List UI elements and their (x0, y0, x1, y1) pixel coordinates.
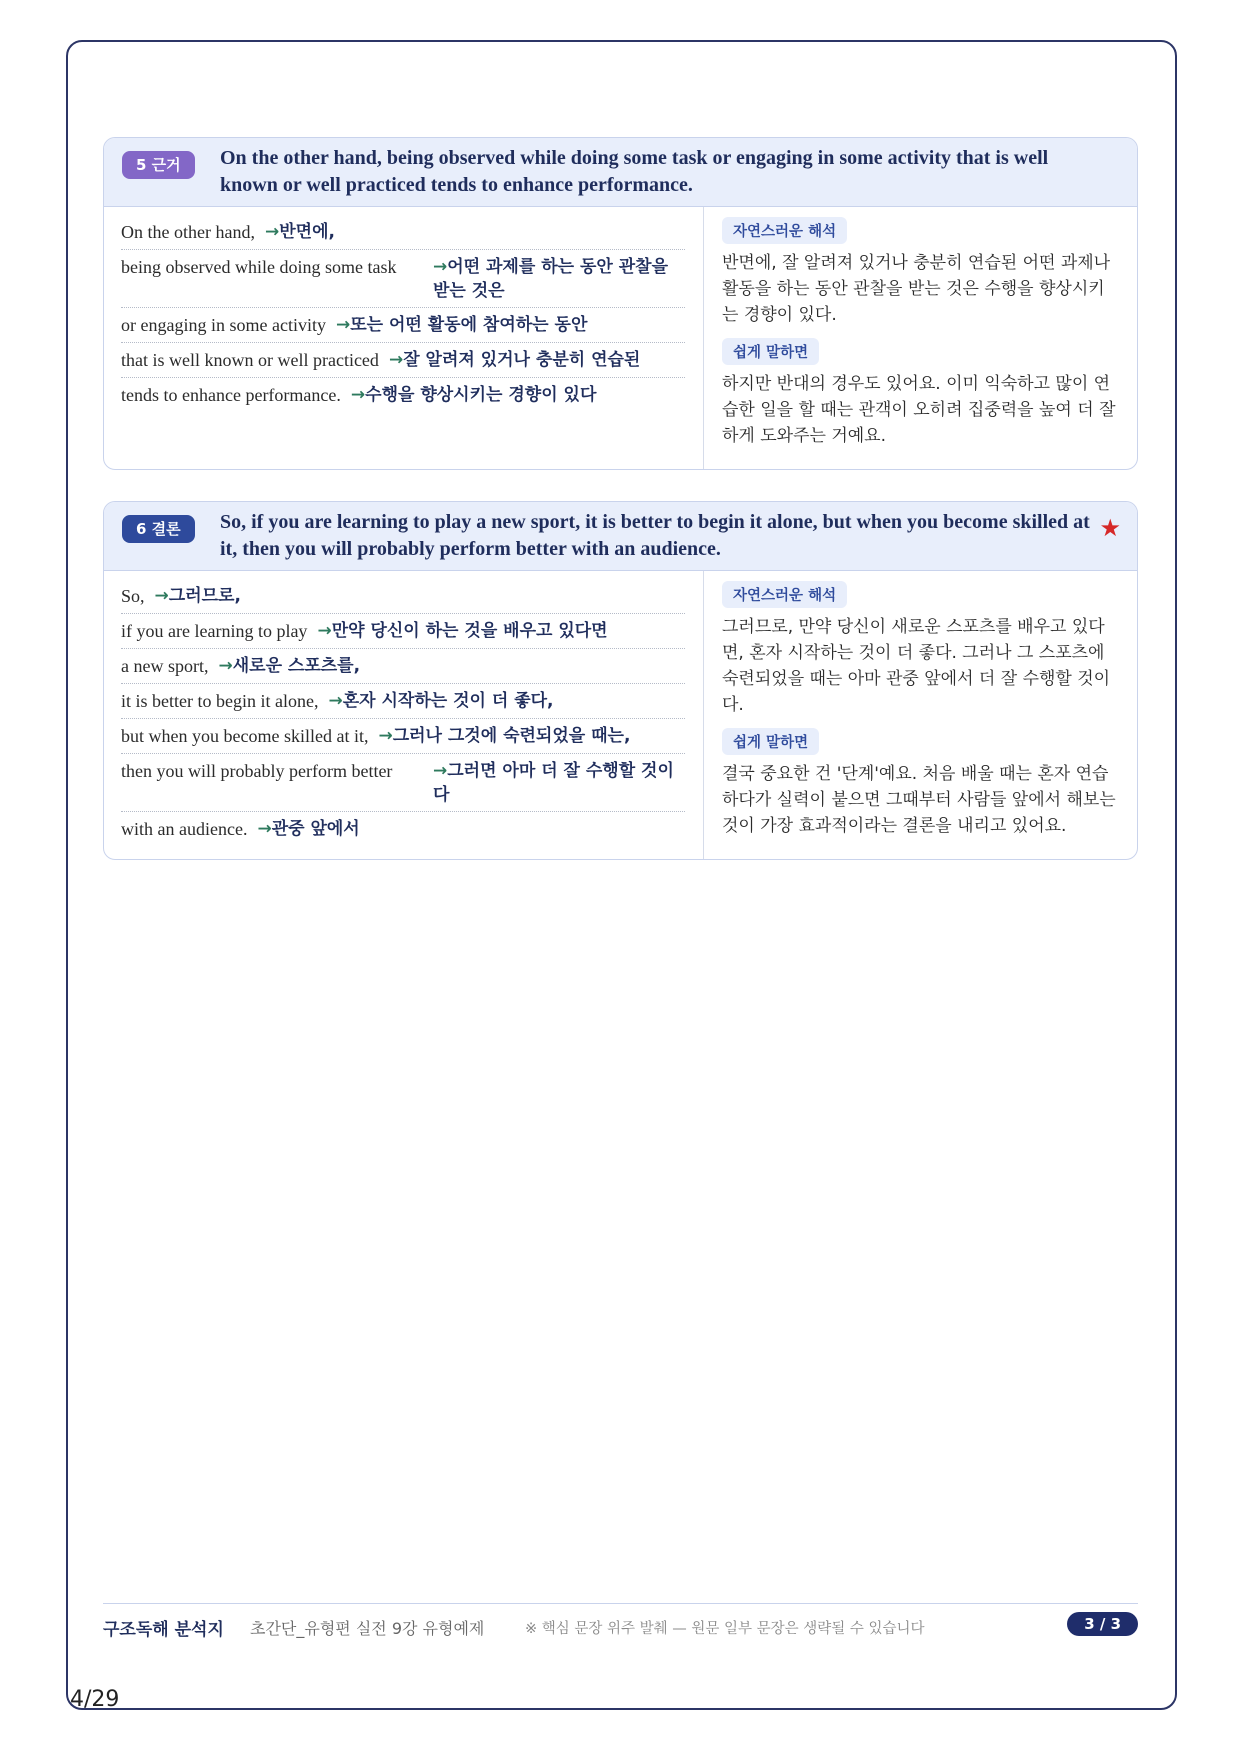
chunk-english: So, (121, 586, 145, 606)
chunk-row (121, 649, 685, 684)
chunk-row (121, 250, 685, 308)
chunk-row (121, 215, 685, 250)
page-number-badge: 3 / 3 (1067, 1612, 1138, 1636)
chunk-english: that is well known or well practiced (121, 350, 379, 370)
star-icon: ★ (1099, 514, 1121, 542)
chunk-english: being observed while doing some task (121, 257, 397, 277)
chunk-korean: →혼자 시작하는 것이 더 좋다, (328, 691, 554, 711)
easy-explanation-label: 쉽게 말하면 (722, 728, 819, 755)
chunk-korean: →수행을 향상시키는 경향이 있다 (350, 385, 597, 405)
card-header (104, 502, 1137, 571)
chunk-english: On the other hand, (121, 222, 255, 242)
translation-panel (704, 571, 1137, 859)
sentence-heading: On the other hand, being observed while doing some task or engaging in some activity that is well known or well practiced tends to enhance performance. (220, 147, 1049, 196)
chunk-korean: →반면에, (264, 222, 335, 242)
translation-panel (704, 207, 1137, 469)
chunk-row (121, 343, 685, 378)
card-header (104, 138, 1137, 207)
chunk-row (121, 378, 685, 412)
easy-explanation-label: 쉽게 말하면 (722, 338, 819, 365)
chunk-english: it is better to begin it alone, (121, 691, 319, 711)
natural-translation-label: 자연스러운 해석 (722, 581, 847, 608)
chunk-korean: →그러나 그것에 숙련되었을 때는, (378, 726, 631, 746)
chunk-korean: →만약 당신이 하는 것을 배우고 있다면 (317, 621, 608, 641)
chunk-row (121, 812, 685, 846)
chunk-korean: →어떤 과제를 하는 동안 관찰을 받는 것은 (433, 257, 668, 301)
footer-note: ※ 핵심 문장 위주 발췌 — 원문 일부 문장은 생략될 수 있습니다 (525, 1621, 925, 1637)
easy-explanation-text: 결국 중요한 건 '단계'예요. 처음 배울 때는 혼자 연습하다가 실력이 붙으면 그때부터 사람들 앞에서 해보는 것이 가장 효과적이라는 결론을 내리고 있어요. (722, 764, 1116, 836)
sentence-badge: 6 결론 (122, 515, 195, 543)
document-page-counter: 4/29 (70, 1687, 120, 1712)
chunk-korean: →또는 어떤 활동에 참여하는 동안 (335, 315, 588, 335)
chunk-english: if you are learning to play (121, 621, 308, 641)
easy-explanation-text: 하지만 반대의 경우도 있어요. 이미 익숙하고 많이 연습한 일을 할 때는 관객이 오히려 집중력을 높여 더 잘하게 도와주는 거예요. (722, 374, 1116, 446)
natural-translation-text: 반면에, 잘 알려져 있거나 충분히 연습된 어떤 과제나 활동을 하는 동안 관찰을 받는 것은 수행을 향상시키는 경향이 있다. (722, 253, 1111, 325)
chunk-row (121, 684, 685, 719)
chunk-english: with an audience. (121, 819, 248, 839)
chunk-korean: →그러므로, (154, 586, 241, 606)
chunk-row (121, 579, 685, 614)
chunk-list (104, 571, 704, 859)
page-footer (103, 1603, 1138, 1643)
sentence-badge: 5 근거 (122, 151, 195, 179)
chunk-row (121, 719, 685, 754)
chunk-row (121, 308, 685, 343)
sentence-heading: So, if you are learning to play a new sport, it is better to begin it alone, but when you become skilled at it, then you will probably perform better with an audience. (220, 511, 1090, 560)
sentence-card-6 (103, 501, 1138, 860)
chunk-korean: →그러면 아마 더 잘 수행할 것이다 (433, 761, 674, 805)
natural-translation-label: 자연스러운 해석 (722, 217, 847, 244)
chunk-list (104, 207, 704, 469)
chunk-korean: →관중 앞에서 (257, 819, 360, 839)
chunk-english: or engaging in some activity (121, 315, 326, 335)
natural-translation-text: 그러므로, 만약 당신이 새로운 스포츠를 배우고 있다면, 혼자 시작하는 것이 더 좋다. 그러나 그 스포츠에 숙련되었을 때는 아마 관중 앞에서 더 잘 수행할 것이다. (722, 617, 1111, 715)
footer-subtitle: 초간단_유형편 실전 9강 유형예제 (250, 1619, 485, 1638)
chunk-row (121, 614, 685, 649)
chunk-row (121, 754, 685, 812)
chunk-english: a new sport, (121, 656, 209, 676)
chunk-english: tends to enhance performance. (121, 385, 341, 405)
footer-title: 구조독해 분석지 (103, 1620, 224, 1640)
chunk-english: then you will probably perform better (121, 761, 393, 781)
chunk-english: but when you become skilled at it, (121, 726, 369, 746)
sentence-card-5 (103, 137, 1138, 470)
chunk-korean: →잘 알려져 있거나 충분히 연습된 (388, 350, 641, 370)
chunk-korean: →새로운 스포츠를, (218, 656, 361, 676)
